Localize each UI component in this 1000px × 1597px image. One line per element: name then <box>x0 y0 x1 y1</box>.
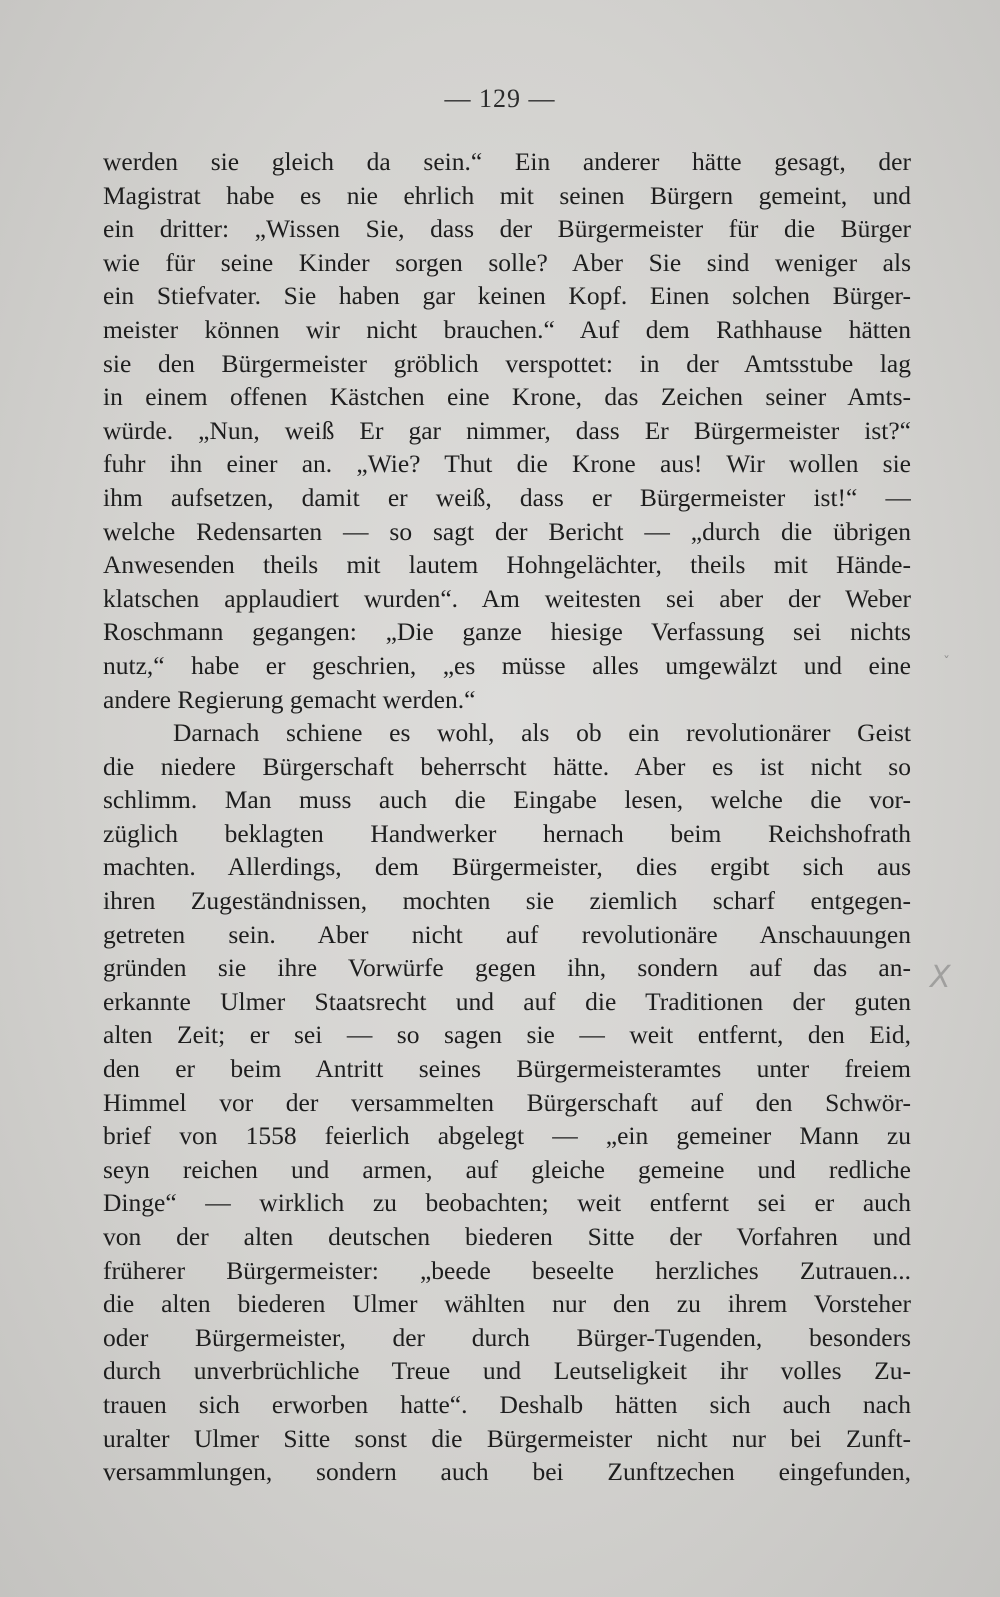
text-line: sie den Bürgermeister gröblich verspottet: in der Amtsstube lag <box>103 348 911 378</box>
text-line: ihm aufsetzen, damit er weiß, dass er Bürgermeister ist!“ — <box>103 482 911 512</box>
text-line: durch unverbrüchliche Treue und Leutseligkeit ihr volles Zu- <box>103 1356 911 1386</box>
text-line: andere Regierung gemacht werden.“ <box>103 684 476 714</box>
text-line: die alten biederen Ulmer wählten nur den zu ihrem Vorsteher <box>103 1289 911 1319</box>
text-line: versammlungen, sondern auch bei Zunftzechen eingefunden, <box>103 1457 911 1487</box>
text-line: in einem offenen Kästchen eine Krone, das Zeichen seiner Amts- <box>103 382 911 412</box>
text-line: gründen sie ihre Vorwürfe gegen ihn, sondern auf das an- <box>103 953 911 983</box>
text-line: machten. Allerdings, dem Bürgermeister, dies ergibt sich aus <box>103 852 911 882</box>
text-line: ihren Zugeständnissen, mochten sie ziemlich scharf entgegen- <box>103 886 911 916</box>
text-line: brief von 1558 feierlich abgelegt — „ein gemeiner Mann zu <box>103 1121 911 1151</box>
text-line: werden sie gleich da sein.“ Ein anderer hätte gesagt, der <box>103 147 911 176</box>
page-number: — 129 — <box>444 84 556 113</box>
text-line: den er beim Antritt seines Bürgermeisteramtes unter freiem <box>103 1054 911 1084</box>
text-line: oder Bürgermeister, der durch Bürger-Tugenden, besonders <box>103 1322 911 1352</box>
text-line: erkannte Ulmer Staatsrecht und auf die Traditionen der guten <box>103 986 911 1016</box>
text-line: seyn reichen und armen, auf gleiche gemeine und redliche <box>103 1154 911 1184</box>
text-line: würde. „Nun, weiß Er gar nimmer, dass Er Bürgermeister ist?“ <box>103 415 911 445</box>
text-line: wie für seine Kinder sorgen solle? Aber Sie sind weniger als <box>103 247 911 277</box>
text-line: Roschmann gegangen: „Die ganze hiesige Verfassung sei nichts <box>103 617 911 647</box>
text-line: Himmel vor der versammelten Bürgerschaft auf den Schwör- <box>103 1087 911 1117</box>
text-line: ein Stiefvater. Sie haben gar keinen Kopf. Einen solchen Bürger- <box>103 281 911 311</box>
text-line: von der alten deutschen biederen Sitte der Vorfahren und <box>103 1222 911 1251</box>
text-line: die niedere Bürgerschaft beherrscht hätte. Aber es ist nicht so <box>103 751 911 781</box>
text-line: uralter Ulmer Sitte sonst die Bürgermeister nicht nur bei Zunft- <box>103 1423 911 1453</box>
text-line: Darnach schiene es wohl, als ob ein revolutionärer Geist <box>173 718 911 748</box>
text-line: nutz,“ habe er geschrien, „es müsse alles umgewälzt und eine <box>103 650 911 680</box>
text-line: ein dritter: „Wissen Sie, dass der Bürgermeister für die Bürger <box>103 214 911 244</box>
text-line: klatschen applaudiert wurden“. Am weitesten sei aber der Weber <box>103 583 911 613</box>
text-line: Dinge“ — wirklich zu beobachten; weit entfernt sei er auch <box>103 1188 911 1218</box>
text-line: welche Redensarten — so sagt der Bericht — „durch die übrigen <box>103 516 911 546</box>
text-line: Anwesenden theils mit lautem Hohngelächter, theils mit Hände- <box>103 550 911 580</box>
text-line: schlimm. Man muss auch die Eingabe lesen, welche die vor- <box>103 785 911 815</box>
text-line: Magistrat habe es nie ehrlich mit seinen Bürgern gemeint, und <box>103 180 911 210</box>
text-line: getreten sein. Aber nicht auf revolutionäre Anschauungen <box>103 919 911 949</box>
body-text <box>103 145 911 1489</box>
text-line: früherer Bürgermeister: „beede beseelte herzliches Zutrauen... <box>103 1255 911 1285</box>
text-line: züglich beklagten Handwerker hernach beim Reichshofrath <box>103 818 911 848</box>
text-line: trauen sich erworben hatte“. Deshalb hätten sich auch nach <box>103 1389 911 1419</box>
text-line: alten Zeit; er sei — so sagen sie — weit entfernt, den Eid, <box>103 1020 911 1050</box>
text-line: meister können wir nicht brauchen.“ Auf dem Rathhause hätten <box>103 314 911 344</box>
text-line: fuhr ihn einer an. „Wie? Thut die Krone aus! Wir wollen sie <box>103 449 911 479</box>
margin-pencil-mark: X <box>930 960 951 995</box>
margin-pencil-mark: ˇ <box>943 655 950 671</box>
